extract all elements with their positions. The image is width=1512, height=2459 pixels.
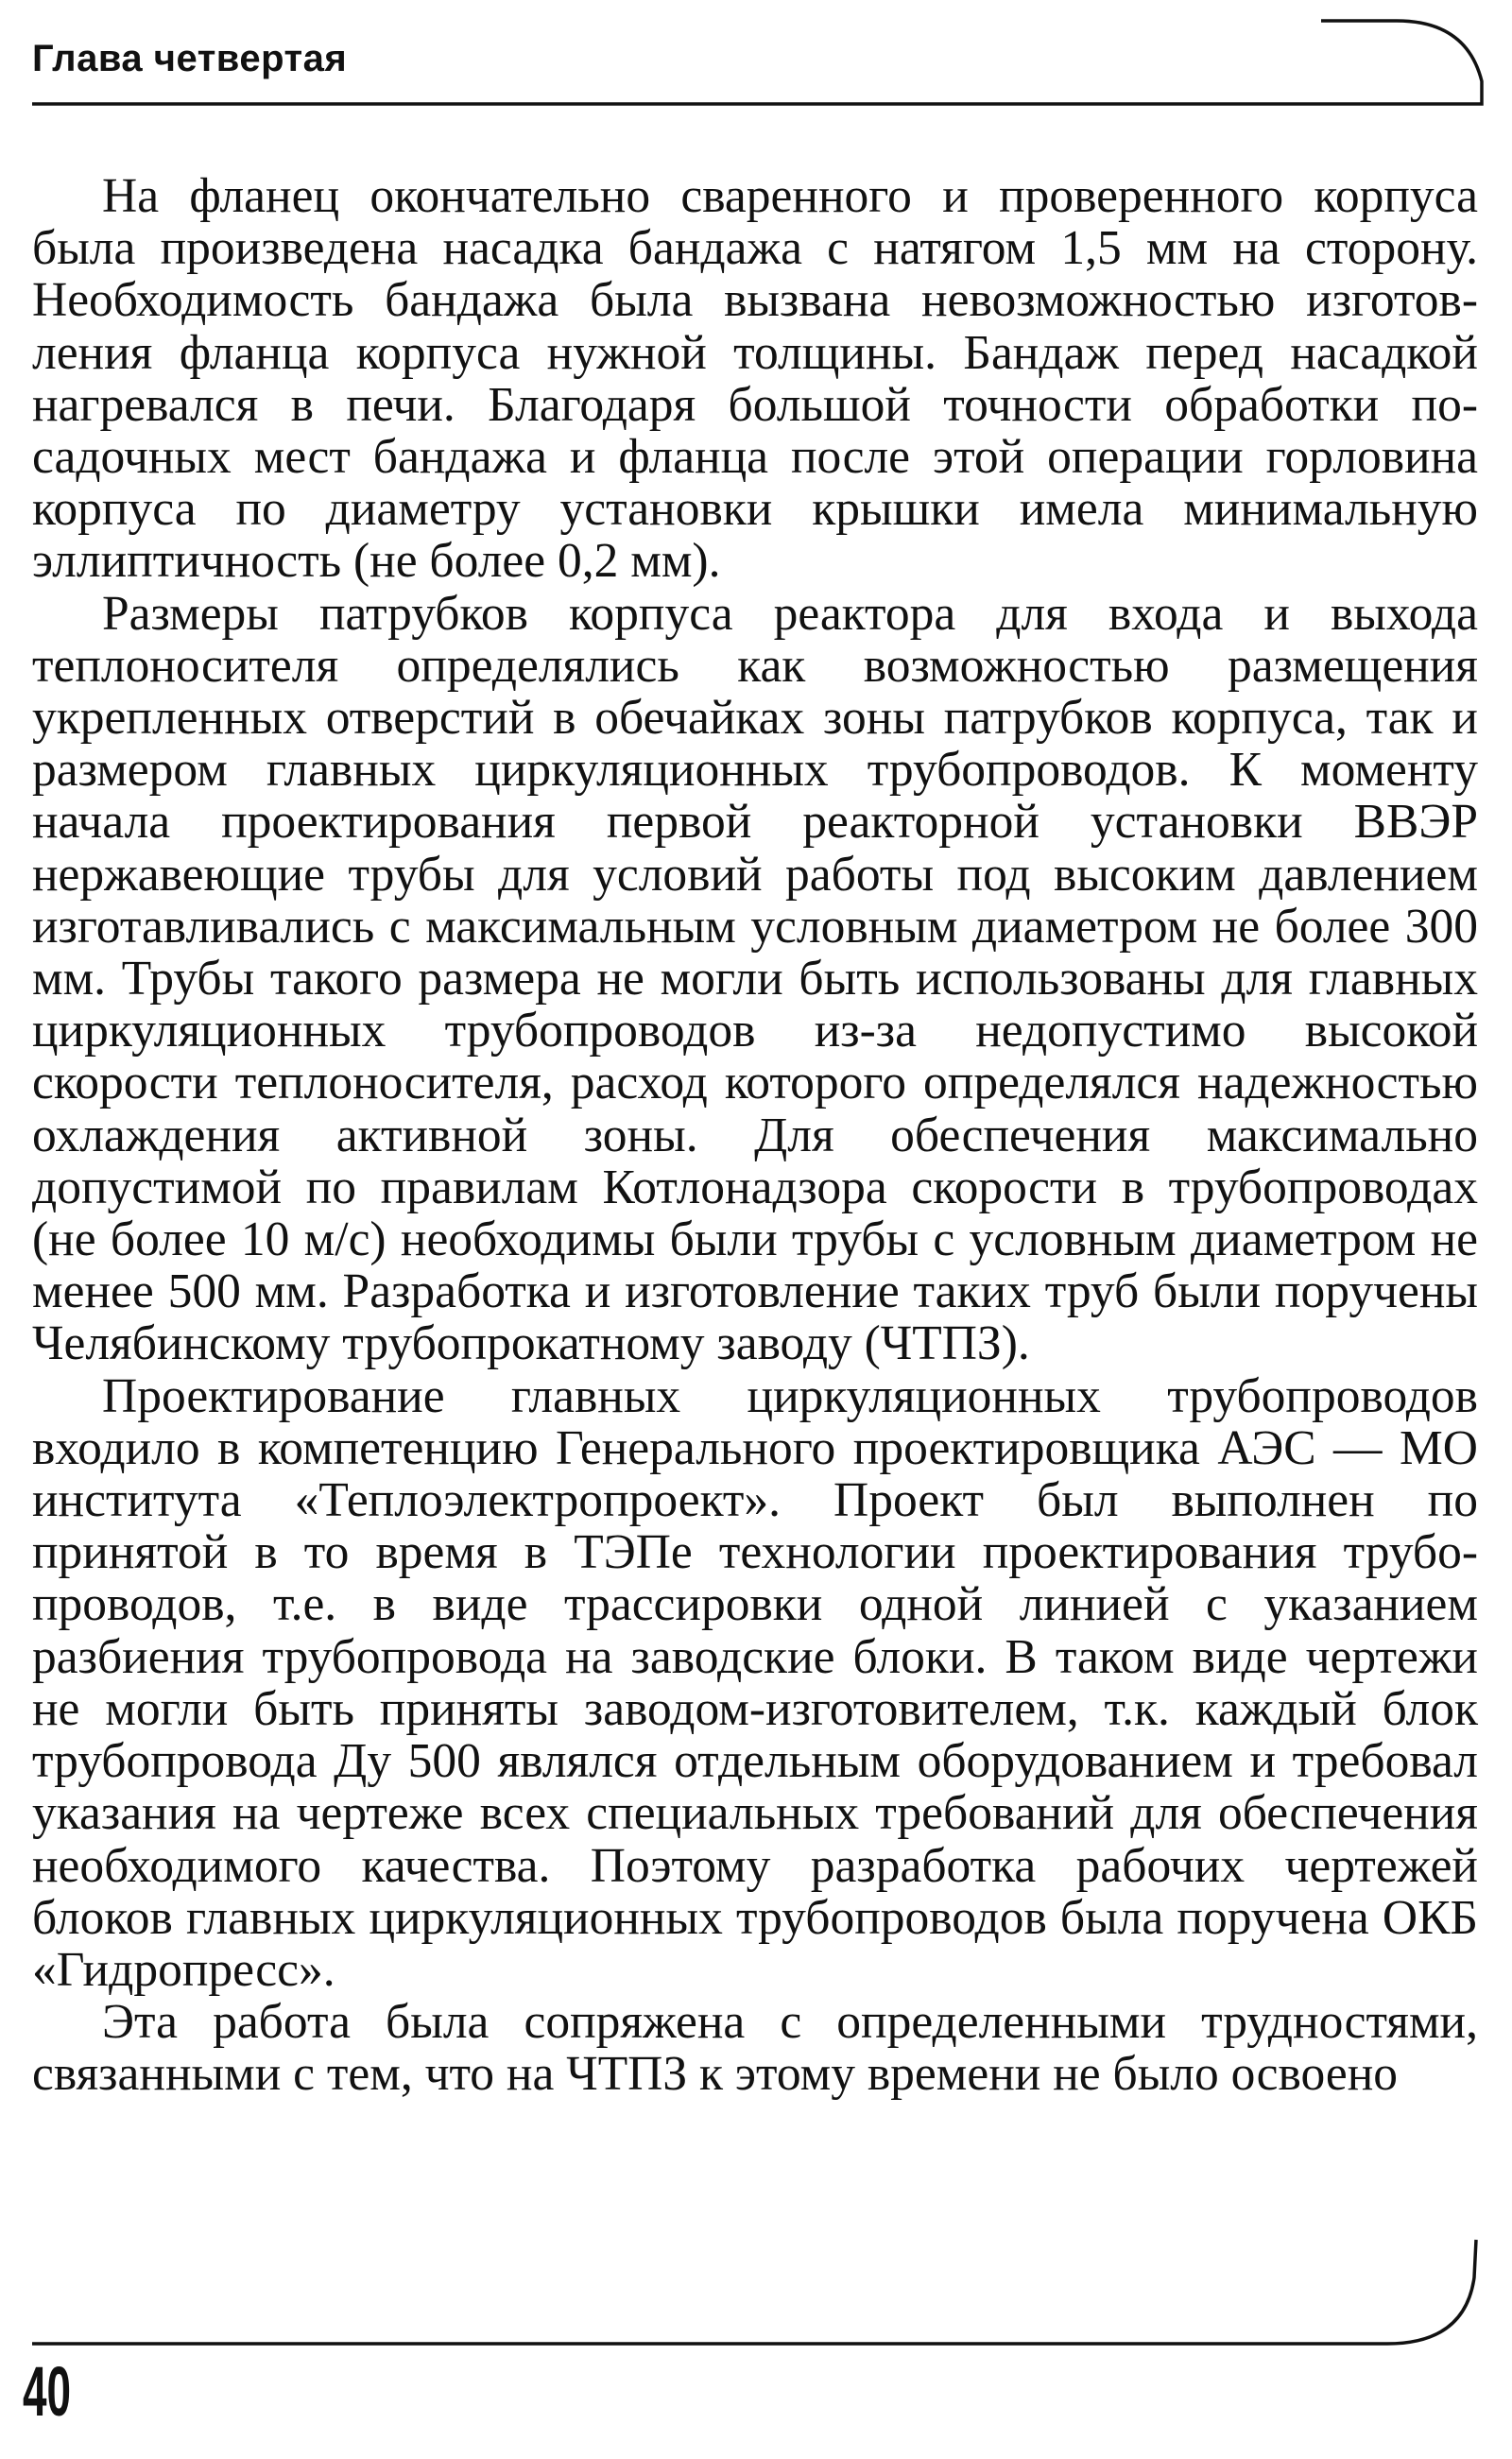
paragraph: Эта работа была сопряжена с определенными трудностями, связанными с тем, что на ЧТПЗ к этому времени не было освоено [32, 1995, 1478, 2102]
paragraph: Размеры патрубков корпуса реактора для входа и выхода теплоносителя определялись как возможностью размещения укрепленных отверстий в обечайках зоны патрубков корпуса, так и размером главных циркуляционных трубопроводов. К моменту начала проектирования первой реакторной установки ВВЭР нержавеющие трубы для условий работы под высоким давлением изготавливались с максимальным условным диаметром не более 300 мм. Трубы такого размера не могли быть использованы для главных циркуляционных трубопроводов из-за недопустимо высокой скорости теплоносителя, расход которого определялся надежностью охлаждения активной зоны. Для обеспечения максимально допустимой по правилам Котлонадзора скорости в трубопроводах (не более 10 м/с) необходимы были трубы с условным диаметром не менее 500 мм. Разработка и изготовление таких труб были поручены Челябинскому трубопрокатному заводу (ЧТПЗ). [32, 586, 1478, 1371]
paragraph: На фланец окончательно сваренного и проверенного корпуса была произведена насадка бандажа с натягом 1,5 мм на сторону. Необходимость бандажа была вызвана невозможностью изготовления фланца корпуса нужной толщины. Бандаж перед насадкой нагревался в печи. Благодаря большой точности обработки посадочных мест бандажа и фланца после этой операции горловина корпуса по диаметру установки крышки имела минимальную эллиптичность (не более 0,2 мм). [32, 169, 1478, 589]
chapter-heading: Глава четвертая [32, 38, 348, 79]
paragraph: Проектирование главных циркуляционных трубопроводов входило в компетенцию Генерального проектировщика АЭС — МО института «Теплоэлектропроект». Проект был выполнен по принятой в то время в ТЭПе технологии проектирования трубопроводов, т.е. в виде трассировки одной линией с указанием разбиения трубопровода на заводские блоки. В таком виде чертежи не могли быть приняты заводом-изготовителем, т.к. каждый блок трубопровода Ду 500 являлся отдельным оборудованием и требовал указания на чертеже всех специальных требований для обеспечения необходимого качества. Поэтому разработка рабочих чертежей блоков главных циркуляционных трубопроводов была поручена ОКБ «Гидропресс». [32, 1368, 1478, 1997]
footer-rule [32, 2240, 1476, 2344]
main-text [32, 170, 1478, 2101]
page-number: 40 [23, 2352, 72, 2431]
